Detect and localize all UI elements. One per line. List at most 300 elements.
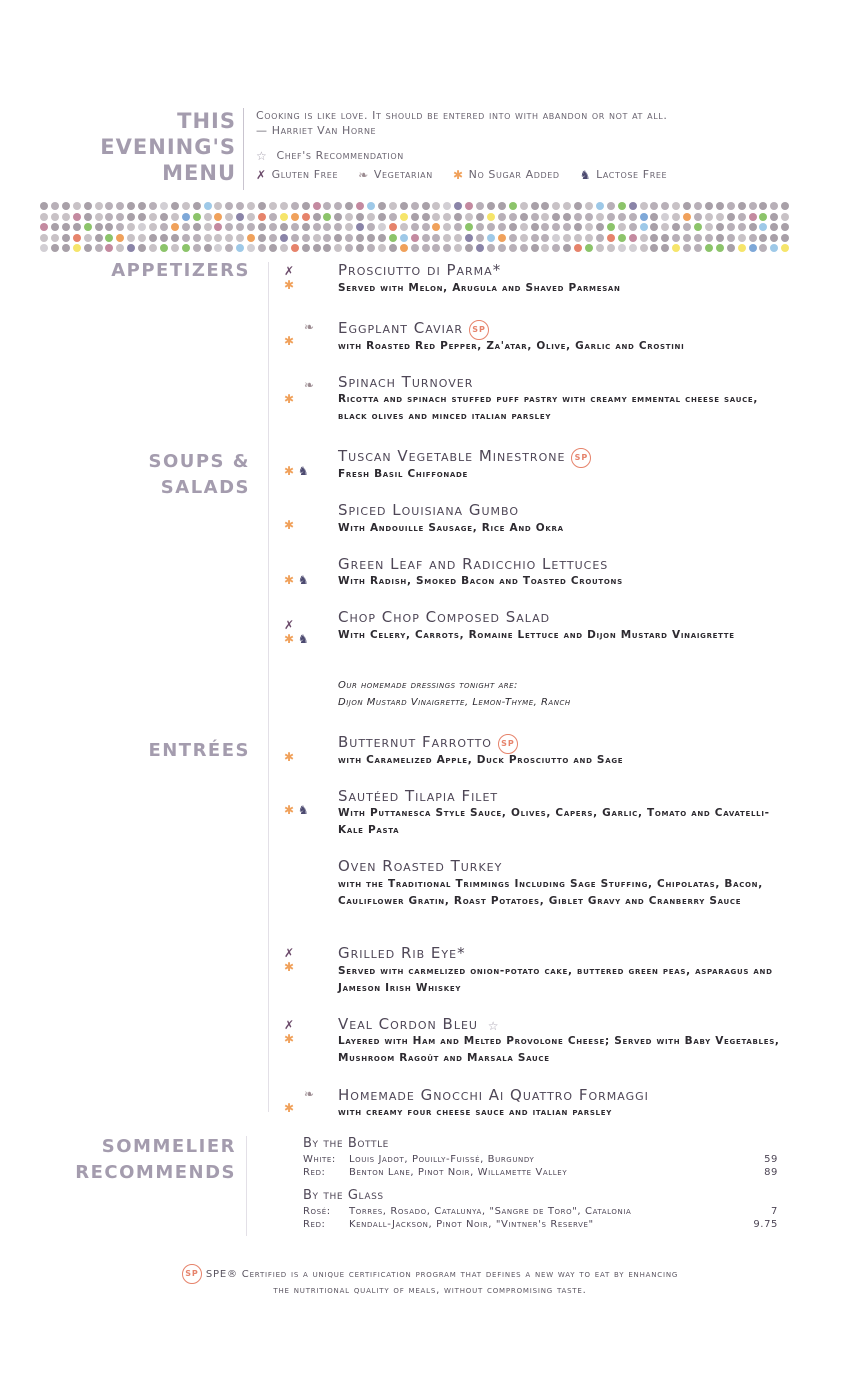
decorative-dot: [749, 202, 757, 210]
decorative-dot: [51, 234, 59, 242]
decorative-dot: [214, 244, 222, 252]
vegetarian-icon: ❧: [358, 168, 369, 182]
decorative-dot: [127, 223, 135, 231]
dish-icons: [284, 518, 324, 532]
decorative-dot: [596, 234, 604, 242]
decorative-dot: [171, 213, 179, 221]
decorative-dot: [400, 213, 408, 221]
legend-gluten-free: [256, 168, 342, 181]
lactose-free-icon: ♞: [297, 632, 309, 646]
gluten-free-icon: ✗: [256, 168, 267, 182]
decorative-dot: [302, 223, 310, 231]
no-sugar-icon: ✱: [284, 392, 295, 406]
decorative-dot: [269, 202, 277, 210]
quote-text: Cooking is like love. It should be entered into with abandon or not at all.: [256, 109, 668, 122]
decorative-dot: [204, 234, 212, 242]
no-sugar-icon: ✱: [284, 573, 295, 587]
decorative-dot: [149, 244, 157, 252]
legend-vegetarian: [358, 168, 437, 181]
dish-icons: [284, 464, 324, 478]
decorative-dot: [520, 223, 528, 231]
dish-name-row: [338, 319, 489, 340]
section-title-entrees: ENTRÉES: [148, 740, 250, 761]
decorative-dot: [105, 234, 113, 242]
legend-no-sugar-label: No Sugar Added: [468, 168, 560, 181]
decorative-dot: [302, 202, 310, 210]
decorative-dot: [749, 244, 757, 252]
decorative-dot: [40, 202, 48, 210]
decorative-dot: [62, 202, 70, 210]
dish-description: With Celery, Carrots, Romaine Lettuce and Dijon Mustard Vinaigrette: [338, 629, 735, 641]
decorative-dot: [345, 234, 353, 242]
decorative-dot: [411, 234, 419, 242]
decorative-dot: [171, 234, 179, 242]
decorative-dot: [84, 213, 92, 221]
decorative-dot: [563, 213, 571, 221]
decorative-dot: [378, 244, 386, 252]
decorative-dot: [214, 202, 222, 210]
decorative-dot: [389, 234, 397, 242]
section-title-line-1: SOUPS &: [148, 451, 250, 472]
decorative-dot: [563, 223, 571, 231]
decorative-dot: [356, 244, 364, 252]
decorative-dot: [694, 234, 702, 242]
decorative-dot: [95, 202, 103, 210]
decorative-dot: [291, 213, 299, 221]
decorative-dot: [73, 213, 81, 221]
decorative-dot: [781, 223, 789, 231]
decorative-dot: [683, 213, 691, 221]
wine-name: Torres, Rosado, Catalunya, "Sangre de Toro", Catalonia: [349, 1206, 632, 1217]
decorative-dot: [531, 202, 539, 210]
lactose-free-icon: ♞: [297, 464, 309, 478]
decorative-dot: [650, 244, 658, 252]
decorative-dot: [487, 244, 495, 252]
decorative-dot: [182, 213, 190, 221]
wine-name: Kendall-Jackson, Pinot Noir, "Vintner's Reserve": [349, 1219, 594, 1230]
dish-icons: [284, 264, 324, 292]
legend-chef: [256, 149, 404, 163]
decorative-dot: [411, 213, 419, 221]
menu-title-line-1: THIS: [177, 109, 236, 133]
decorative-dot: [607, 244, 615, 252]
decorative-dot: [585, 213, 593, 221]
wine-type: Rosé:: [303, 1206, 331, 1217]
decorative-dot: [716, 202, 724, 210]
decorative-dot: [650, 223, 658, 231]
dish-name: Veal Cordon Bleu: [338, 1015, 478, 1033]
decorative-dot: [585, 244, 593, 252]
decorative-dot: [749, 213, 757, 221]
decorative-dot: [214, 234, 222, 242]
decorative-dot: [138, 223, 146, 231]
wine-price: 9.75: [753, 1219, 778, 1230]
decorative-dot: [95, 213, 103, 221]
decorative-dot: [541, 213, 549, 221]
decorative-dot: [443, 234, 451, 242]
decorative-dot: [509, 223, 517, 231]
legend-chef-label: Chef's Recommendation: [276, 149, 404, 162]
decorative-dot: [552, 202, 560, 210]
decorative-dot: [541, 244, 549, 252]
decorative-dot: [367, 234, 375, 242]
decorative-dot: [454, 234, 462, 242]
decorative-dot: [214, 213, 222, 221]
decorative-dot: [738, 213, 746, 221]
decorative-dot: [225, 244, 233, 252]
decorative-dot: [531, 213, 539, 221]
dish-icons: [284, 946, 324, 974]
decorative-dot: [618, 202, 626, 210]
decorative-dot: [629, 244, 637, 252]
decorative-dot: [465, 213, 473, 221]
decorative-dot: [727, 202, 735, 210]
decorative-dot: [367, 213, 375, 221]
decorative-dot: [400, 244, 408, 252]
decorative-dot: [705, 213, 713, 221]
legend-row: [256, 168, 683, 182]
decorative-dot: [650, 202, 658, 210]
decorative-dot: [640, 213, 648, 221]
decorative-dot: [182, 223, 190, 231]
dish-name: Oven Roasted Turkey: [338, 857, 503, 875]
decorative-dot: [225, 223, 233, 231]
decorative-dot: [574, 202, 582, 210]
decorative-dot: [509, 202, 517, 210]
decorative-dot: [127, 213, 135, 221]
decorative-dot: [650, 213, 658, 221]
decorative-dot: [193, 223, 201, 231]
decorative-dot: [214, 223, 222, 231]
decorative-dot: [705, 202, 713, 210]
decorative-dot: [389, 223, 397, 231]
decorative-dot: [563, 244, 571, 252]
title-divider: [243, 108, 244, 190]
footer-line-1: [80, 1264, 780, 1284]
decorative-dot: [313, 234, 321, 242]
decorative-dot: [552, 244, 560, 252]
decorative-dot: [759, 234, 767, 242]
decorative-dot: [138, 234, 146, 242]
decorative-dot: [770, 244, 778, 252]
decorative-dot: [476, 202, 484, 210]
decorative-dot: [585, 223, 593, 231]
gluten-free-icon: ✗: [284, 264, 295, 278]
footer-text-1: SPE® Certified is a unique certification program that defines a new way to eat by enhancing: [205, 1269, 679, 1280]
decorative-dot: [291, 244, 299, 252]
decorative-dot: [105, 223, 113, 231]
decorative-dot: [105, 213, 113, 221]
no-sugar-icon: ✱: [284, 1032, 295, 1046]
decorative-dot: [160, 213, 168, 221]
decorative-dot: [225, 234, 233, 242]
decorative-dot: [334, 234, 342, 242]
decorative-dot: [498, 234, 506, 242]
decorative-dot: [193, 202, 201, 210]
spe-certified-icon: SP: [571, 448, 591, 468]
vegetarian-icon: ❧: [304, 378, 315, 392]
decorative-dot: [193, 234, 201, 242]
decorative-dot: [661, 202, 669, 210]
dish-icons: [284, 1018, 324, 1046]
decorative-dot: [138, 213, 146, 221]
dish-icons: [284, 378, 324, 406]
decorative-dot: [749, 234, 757, 242]
decorative-dot: [585, 234, 593, 242]
decorative-dot: [531, 234, 539, 242]
decorative-dot: [563, 234, 571, 242]
wine-type: Red:: [303, 1219, 326, 1230]
decorative-dot: [367, 202, 375, 210]
decorative-dot: [443, 244, 451, 252]
decorative-dot: [105, 202, 113, 210]
decorative-dot: [661, 213, 669, 221]
quote-author: — Harriet Van Horne: [256, 124, 377, 137]
decorative-dot: [749, 223, 757, 231]
lactose-free-icon: ♞: [297, 803, 309, 817]
decorative-dot: [84, 202, 92, 210]
footer-text-2: the nutritional quality of meals, without compromising taste.: [273, 1285, 587, 1296]
no-sugar-icon: ✱: [284, 632, 295, 646]
dish-name: Spinach Turnover: [338, 373, 474, 391]
lactose-free-icon: ♞: [297, 573, 309, 587]
decorative-dot: [716, 234, 724, 242]
decorative-dot: [476, 223, 484, 231]
decorative-dot: [323, 202, 331, 210]
decorative-dot: [269, 244, 277, 252]
decorative-dot: [280, 202, 288, 210]
decorative-dot: [84, 234, 92, 242]
dish-description: With Puttanesca Style Sauce, Olives, Capers, Garlic, Tomato and Cavatelli-Kale Pasta: [338, 807, 770, 836]
decorative-dot: [160, 244, 168, 252]
decorative-dot: [313, 223, 321, 231]
decorative-dot: [716, 244, 724, 252]
decorative-dot: [705, 234, 713, 242]
decorative-dot: [51, 202, 59, 210]
decorative-dot: [356, 213, 364, 221]
dish-name: Tuscan Vegetable Minestrone: [338, 447, 566, 465]
decorative-dot: [563, 202, 571, 210]
decorative-dot: [683, 223, 691, 231]
decorative-dot: [738, 244, 746, 252]
decorative-dot: [640, 202, 648, 210]
decorative-dot: [204, 244, 212, 252]
decorative-dot: [323, 213, 331, 221]
decorative-dot: [400, 202, 408, 210]
decorative-dot: [432, 234, 440, 242]
legend-lactose-free: [580, 168, 667, 181]
decorative-dot: [432, 213, 440, 221]
decorative-dot: [116, 202, 124, 210]
decorative-dot: [781, 213, 789, 221]
decorative-dot: [531, 244, 539, 252]
decorative-dot: [411, 244, 419, 252]
decorative-dot: [160, 223, 168, 231]
decorative-dot: [552, 223, 560, 231]
decorative-dot: [716, 213, 724, 221]
no-sugar-icon: ✱: [284, 518, 295, 532]
wine-row: [303, 1153, 778, 1166]
wine-row: [303, 1205, 778, 1218]
decorative-dot: [280, 244, 288, 252]
decorative-dot: [204, 202, 212, 210]
decorative-dot: [225, 213, 233, 221]
decorative-dot: [759, 244, 767, 252]
dish-icons: [284, 320, 324, 348]
dish-name-row: [338, 733, 518, 754]
decorative-dot: [160, 234, 168, 242]
decorative-dot: [520, 244, 528, 252]
decorative-dot: [770, 234, 778, 242]
decorative-dot: [149, 213, 157, 221]
decorative-dot: [432, 244, 440, 252]
decorative-dot: [302, 244, 310, 252]
dish-name: Green Leaf and Radicchio Lettuces: [338, 555, 609, 573]
decorative-dot: [367, 223, 375, 231]
dish-description: with the Traditional Trimmings Including Sage Stuffing, Chipolatas, Bacon, Cauliflower Gratin, Roast Potatoes, Giblet Gravy and Cranberry Sauce: [338, 878, 763, 907]
dish-description: with Roasted Red Pepper, Za'atar, Olive, Garlic and Crostini: [338, 340, 685, 352]
decorative-dot: [323, 234, 331, 242]
decorative-dot: [95, 234, 103, 242]
decorative-dot: [73, 202, 81, 210]
decorative-dot: [629, 202, 637, 210]
decorative-dot: [345, 223, 353, 231]
decorative-dot: [705, 244, 713, 252]
decorative-dot: [193, 244, 201, 252]
decorative-dot: [607, 234, 615, 242]
decorative-dot: [759, 202, 767, 210]
gluten-free-icon: ✗: [284, 1018, 295, 1032]
decorative-dot: [62, 234, 70, 242]
decorative-dot: [618, 234, 626, 242]
decorative-dot: [171, 244, 179, 252]
decorative-dot: [759, 223, 767, 231]
spe-certified-icon: SP: [469, 320, 489, 340]
decorative-dot: [73, 234, 81, 242]
decorative-dot: [411, 223, 419, 231]
decorative-dot: [770, 202, 778, 210]
decorative-dot: [629, 223, 637, 231]
decorative-dot: [84, 244, 92, 252]
decorative-dot: [683, 202, 691, 210]
decorative-dot: [640, 244, 648, 252]
no-sugar-icon: ✱: [284, 334, 295, 348]
decorative-dot: [73, 244, 81, 252]
section-title-soups-salads: [40, 449, 250, 501]
decorative-dot: [476, 213, 484, 221]
decorative-dot: [781, 244, 789, 252]
decorative-dot: [640, 234, 648, 242]
decorative-dot: [454, 223, 462, 231]
decorative-dot: [138, 202, 146, 210]
vegetarian-icon: ❧: [304, 320, 315, 334]
wine-name: Louis Jadot, Pouilly-Fuissé, Burgundy: [349, 1154, 535, 1165]
decorative-dot: [236, 223, 244, 231]
dish-description: with Caramelized Apple, Duck Prosciutto and Sage: [338, 754, 624, 766]
decorative-dot: [541, 202, 549, 210]
decorative-dot: [672, 213, 680, 221]
decorative-dot: [73, 223, 81, 231]
decorative-dot: [378, 202, 386, 210]
decorative-dot: [661, 234, 669, 242]
decorative-dot: [84, 223, 92, 231]
gluten-free-icon: ✗: [284, 946, 295, 960]
decorative-dot: [574, 244, 582, 252]
dish-icons: [284, 803, 324, 817]
decorative-dot: [465, 244, 473, 252]
legend-gluten-free-label: Gluten Free: [271, 168, 339, 181]
decorative-dot: [291, 202, 299, 210]
gluten-free-icon: ✗: [284, 618, 295, 632]
decorative-dot: [716, 223, 724, 231]
dish-name-row: [338, 447, 591, 468]
decorative-dot: [40, 213, 48, 221]
decorative-dot: [465, 202, 473, 210]
decorative-dot: [389, 213, 397, 221]
dish-name: Butternut Farrotto: [338, 733, 492, 751]
decorative-dot: [443, 202, 451, 210]
decorative-dot: [356, 223, 364, 231]
decorative-dot: [334, 213, 342, 221]
decorative-dot: [149, 202, 157, 210]
decorative-dot: [476, 244, 484, 252]
dressings-note: [338, 677, 571, 711]
no-sugar-icon: ✱: [284, 803, 295, 817]
decorative-dot: [672, 234, 680, 242]
decorative-dot: [618, 213, 626, 221]
dressings-note-line-1: Our homemade dressings tonight are:: [338, 680, 518, 691]
dish-name: Homemade Gnocchi Ai Quattro Formaggi: [338, 1086, 649, 1104]
dish-description: Fresh Basil Chiffonade: [338, 468, 469, 480]
decorative-dot: [672, 244, 680, 252]
decorative-dot: [51, 244, 59, 252]
icon-row: [284, 803, 324, 817]
icon-row: [284, 632, 324, 646]
decorative-dot: [51, 213, 59, 221]
decorative-dot: [236, 213, 244, 221]
decorative-dot: [476, 234, 484, 242]
decorative-dot: [738, 234, 746, 242]
decorative-dot: [334, 244, 342, 252]
decorative-dot: [378, 223, 386, 231]
decorative-dot: [247, 234, 255, 242]
decorative-dot: [694, 244, 702, 252]
dish-icons: [284, 618, 324, 646]
dish-name: Eggplant Caviar: [338, 319, 464, 337]
decorative-dot: [247, 244, 255, 252]
wine-price: 59: [764, 1154, 778, 1165]
decorative-dot: [258, 223, 266, 231]
dish-description: With Radish, Smoked Bacon and Toasted Croutons: [338, 575, 623, 587]
decorative-dot: [160, 202, 168, 210]
wine-type: White:: [303, 1154, 336, 1165]
decorative-dot: [607, 202, 615, 210]
no-sugar-icon: ✱: [284, 1101, 295, 1115]
section-title-line-1: SOMMELIER: [101, 1136, 236, 1157]
decorative-dot: [498, 244, 506, 252]
decorative-dot: [389, 244, 397, 252]
vegetarian-icon: ❧: [304, 1087, 315, 1101]
decorative-dot: [182, 244, 190, 252]
decorative-dot: [422, 213, 430, 221]
spe-certified-icon: SP: [182, 1264, 202, 1284]
decorative-dot: [541, 234, 549, 242]
decorative-dot: [116, 213, 124, 221]
decorative-dot: [95, 223, 103, 231]
dish-description: Ricotta and spinach stuffed puff pastry with creamy emmental cheese sauce, black olives and minced italian parsley: [338, 393, 759, 422]
decorative-dot: [258, 234, 266, 242]
chef-recommendation-icon: ☆: [256, 149, 268, 163]
